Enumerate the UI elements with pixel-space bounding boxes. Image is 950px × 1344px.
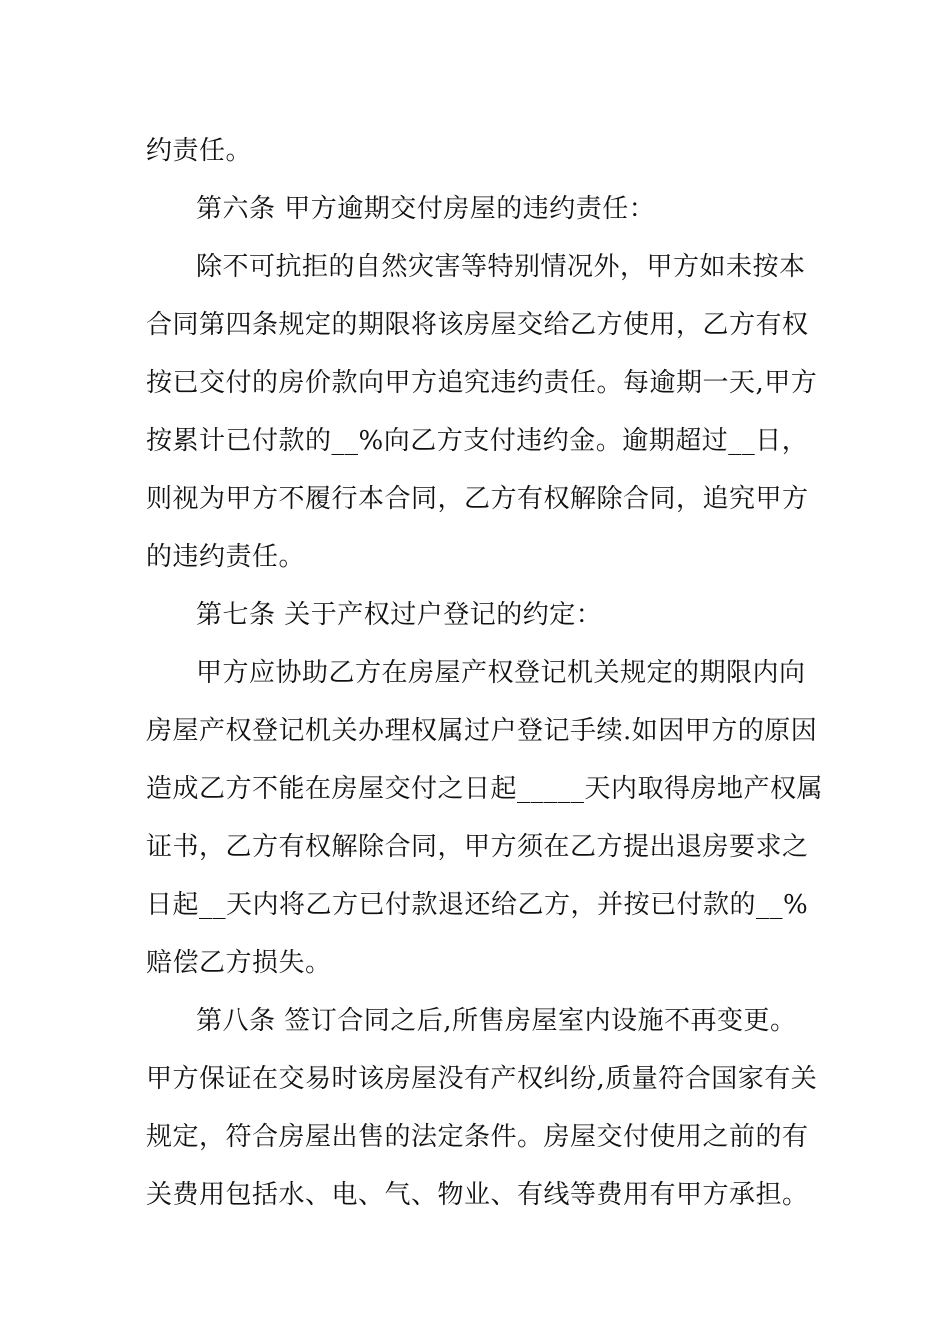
text-line: 的违约责任。 — [146, 542, 306, 572]
text-line: 规定，符合房屋出售的法定条件。房屋交付使用之前的有 — [146, 1122, 809, 1152]
text-line: 日起__天内将乙方已付款退还给乙方，并按已付款的__% — [146, 890, 809, 920]
text-line: 合同第四条规定的期限将该房屋交给乙方使用，乙方有权 — [146, 310, 809, 340]
text-line: 约责任。 — [146, 136, 253, 166]
text-line: 赔偿乙方损失。 — [146, 948, 332, 978]
text-line: 按累计已付款的__%向乙方支付违约金。逾期超过__日， — [146, 426, 809, 456]
text-line: 造成乙方不能在房屋交付之日起_____天内取得房地产权属 — [146, 774, 824, 804]
article-heading: 第六条 甲方逾期交付房屋的违约责任： — [196, 194, 656, 224]
text-line: 除不可抗拒的自然灾害等特别情况外，甲方如未按本 — [196, 252, 806, 282]
text-line: 按已交付的房价款向甲方追究违约责任。每逾期一天,甲方 — [146, 368, 818, 398]
text-line: 关费用包括水、电、气、物业、有线等费用有甲方承担。 — [146, 1180, 809, 1210]
text-line: 甲方保证在交易时该房屋没有产权纠纷,质量符合国家有关 — [146, 1064, 818, 1094]
text-line: 甲方应协助乙方在房屋产权登记机关规定的期限内向 — [196, 658, 806, 688]
text-line: 证书，乙方有权解除合同，甲方须在乙方提出退房要求之 — [146, 832, 809, 862]
text-line: 房屋产权登记机关办理权属过户登记手续.如因甲方的原因 — [146, 716, 818, 746]
article-heading: 第八条 签订合同之后,所售房屋室内设施不再变更。 — [196, 1006, 797, 1036]
article-heading: 第七条 关于产权过户登记的约定： — [196, 600, 603, 630]
text-line: 则视为甲方不履行本合同，乙方有权解除合同，追究甲方 — [146, 484, 809, 514]
